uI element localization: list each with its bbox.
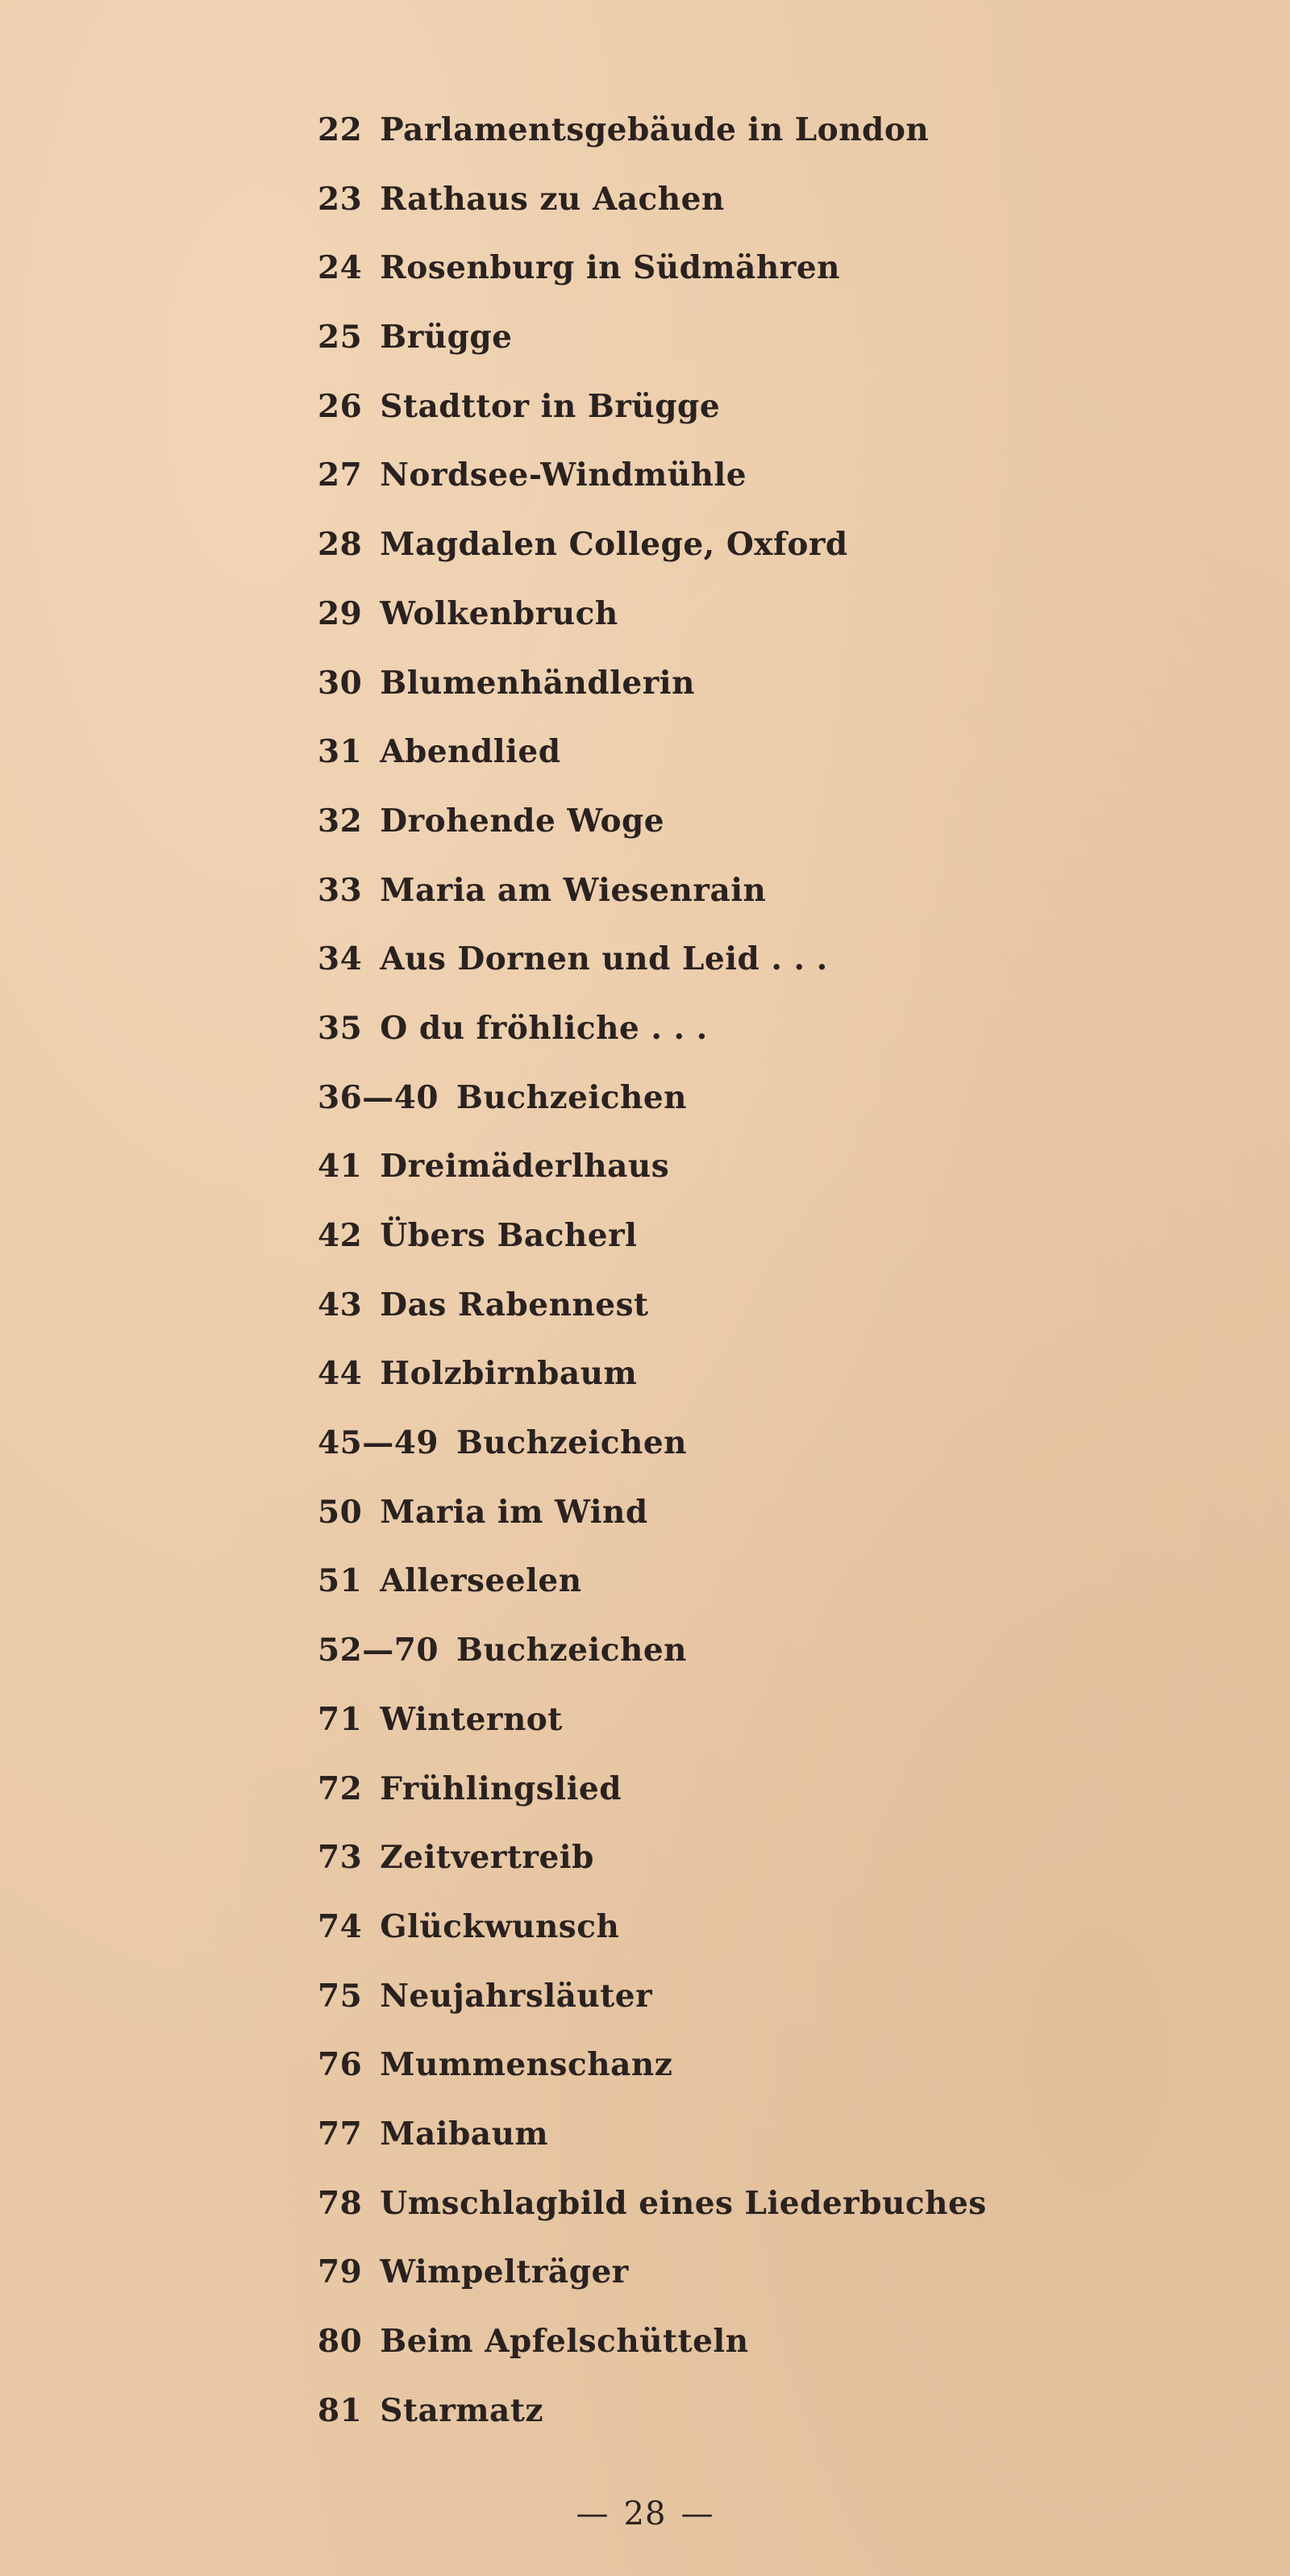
entry-number: 42: [318, 1217, 363, 1254]
entry-number: 29: [318, 594, 363, 632]
entry-number: 76: [318, 2046, 363, 2084]
entry-number: 31: [318, 733, 363, 771]
list-item: [318, 2313, 1205, 2382]
entry-number: 30: [318, 664, 363, 702]
list-item: [318, 1829, 1205, 1899]
entry-number: 28: [318, 526, 363, 564]
entry-title: Aus Dornen und Leid . . .: [380, 940, 828, 978]
entry-title: O du fröhliche . . .: [380, 1009, 708, 1047]
entry-title: Rosenburg in Südmähren: [380, 249, 840, 287]
illustration-list: [318, 102, 1205, 2451]
entry-number: 41: [318, 1148, 363, 1186]
entry-number: 44: [318, 1355, 363, 1393]
entry-title: Neujahrsläuter: [380, 1977, 653, 2015]
entry-number: 50: [318, 1493, 363, 1531]
list-item: [318, 1968, 1205, 2037]
entry-number: 33: [318, 871, 363, 909]
entry-number: 80: [318, 2323, 363, 2360]
list-item: [318, 1069, 1205, 1139]
list-item: [318, 1277, 1205, 1346]
list-item: [318, 2175, 1205, 2245]
entry-title: Wimpelträger: [380, 2253, 629, 2291]
entry-title: Magdalen College, Oxford: [380, 526, 848, 564]
footer-dash-right: —: [680, 2495, 714, 2532]
list-item: [318, 1207, 1205, 1277]
entry-title: Umschlagbild eines Liederbuches: [380, 2184, 987, 2222]
entry-title: Maibaum: [380, 2115, 549, 2153]
entry-number: 25: [318, 319, 363, 356]
list-item: [318, 1138, 1205, 1207]
list-item: [318, 1899, 1205, 1968]
entry-title: Drohende Woge: [380, 802, 665, 840]
list-item: [318, 723, 1205, 793]
list-item: [318, 1553, 1205, 1622]
entry-title: Wolkenbruch: [380, 594, 618, 632]
list-item: [318, 586, 1205, 655]
list-item: [318, 516, 1205, 586]
entry-title: Stadttor in Brügge: [380, 387, 721, 425]
entry-number: 27: [318, 456, 363, 494]
entry-title: Allerseelen: [380, 1562, 582, 1600]
entry-number: 74: [318, 1907, 363, 1945]
list-item: [318, 240, 1205, 309]
entry-title: Parlamentsgebäude in London: [380, 111, 930, 148]
entry-number: 26: [318, 387, 363, 425]
list-item: [318, 793, 1205, 862]
entry-number: 81: [318, 2391, 363, 2429]
list-item: [318, 2106, 1205, 2175]
entry-number: 77: [318, 2115, 363, 2153]
entry-title: Maria im Wind: [380, 1493, 648, 1531]
entry-number: 43: [318, 1286, 363, 1323]
entry-title: Rathaus zu Aachen: [380, 180, 725, 218]
entry-title: Mummenschanz: [380, 2046, 673, 2084]
entry-number: 34: [318, 940, 363, 978]
entry-number: 51: [318, 1562, 363, 1600]
entry-number: 24: [318, 249, 363, 287]
list-item: [318, 1484, 1205, 1553]
entry-number: 32: [318, 802, 363, 840]
list-item: [318, 1761, 1205, 1830]
entry-title: Maria am Wiesenrain: [380, 871, 767, 909]
entry-title: Starmatz: [380, 2391, 543, 2429]
list-item: [318, 2036, 1205, 2106]
entry-title: Abendlied: [380, 733, 561, 771]
entry-number: 22: [318, 111, 363, 148]
entry-title: Nordsee-Windmühle: [380, 456, 747, 494]
list-item: [318, 1415, 1205, 1484]
list-item: [318, 1345, 1205, 1415]
list-item: [318, 378, 1205, 448]
list-item: [318, 447, 1205, 516]
entry-number: 73: [318, 1839, 363, 1877]
list-item: [318, 931, 1205, 1000]
entry-title: Zeitvertreib: [380, 1839, 594, 1877]
entry-title: Beim Apfelschütteln: [380, 2323, 749, 2360]
entry-number: 23: [318, 180, 363, 218]
entry-title: Das Rabennest: [380, 1286, 649, 1323]
entry-number: 71: [318, 1700, 363, 1738]
entry-number: 35: [318, 1009, 363, 1047]
list-item: [318, 102, 1205, 171]
entry-number: 45—49: [318, 1424, 439, 1462]
list-item: [318, 171, 1205, 240]
entry-number: 72: [318, 1769, 363, 1807]
list-item: [318, 862, 1205, 932]
footer-dash-left: —: [576, 2495, 610, 2532]
entry-number: 75: [318, 1977, 363, 2015]
entry-title: Übers Bacherl: [380, 1217, 638, 1254]
entry-number: 52—70: [318, 1632, 439, 1669]
entry-number: 78: [318, 2184, 363, 2222]
list-item: [318, 1622, 1205, 1691]
list-item: [318, 2382, 1205, 2452]
entry-title: Holzbirnbaum: [380, 1355, 638, 1393]
list-item: [318, 1000, 1205, 1069]
entry-title: Frühlingslied: [380, 1769, 622, 1807]
entry-title: Brügge: [380, 319, 513, 356]
page-footer: [0, 2495, 1290, 2532]
entry-title: Glückwunsch: [380, 1907, 620, 1945]
list-item: [318, 2244, 1205, 2313]
entry-title: Winternot: [380, 1700, 563, 1738]
entry-number: 79: [318, 2253, 363, 2291]
page-number: 28: [623, 2495, 667, 2532]
list-item: [318, 1691, 1205, 1761]
entry-title: Buchzeichen: [456, 1078, 688, 1116]
entry-title: Buchzeichen: [456, 1632, 688, 1669]
list-item: [318, 309, 1205, 378]
entry-title: Blumenhändlerin: [380, 664, 695, 702]
entry-title: Dreimäderlhaus: [380, 1148, 670, 1186]
entry-title: Buchzeichen: [456, 1424, 688, 1462]
list-item: [318, 655, 1205, 724]
entry-number: 36—40: [318, 1078, 439, 1116]
